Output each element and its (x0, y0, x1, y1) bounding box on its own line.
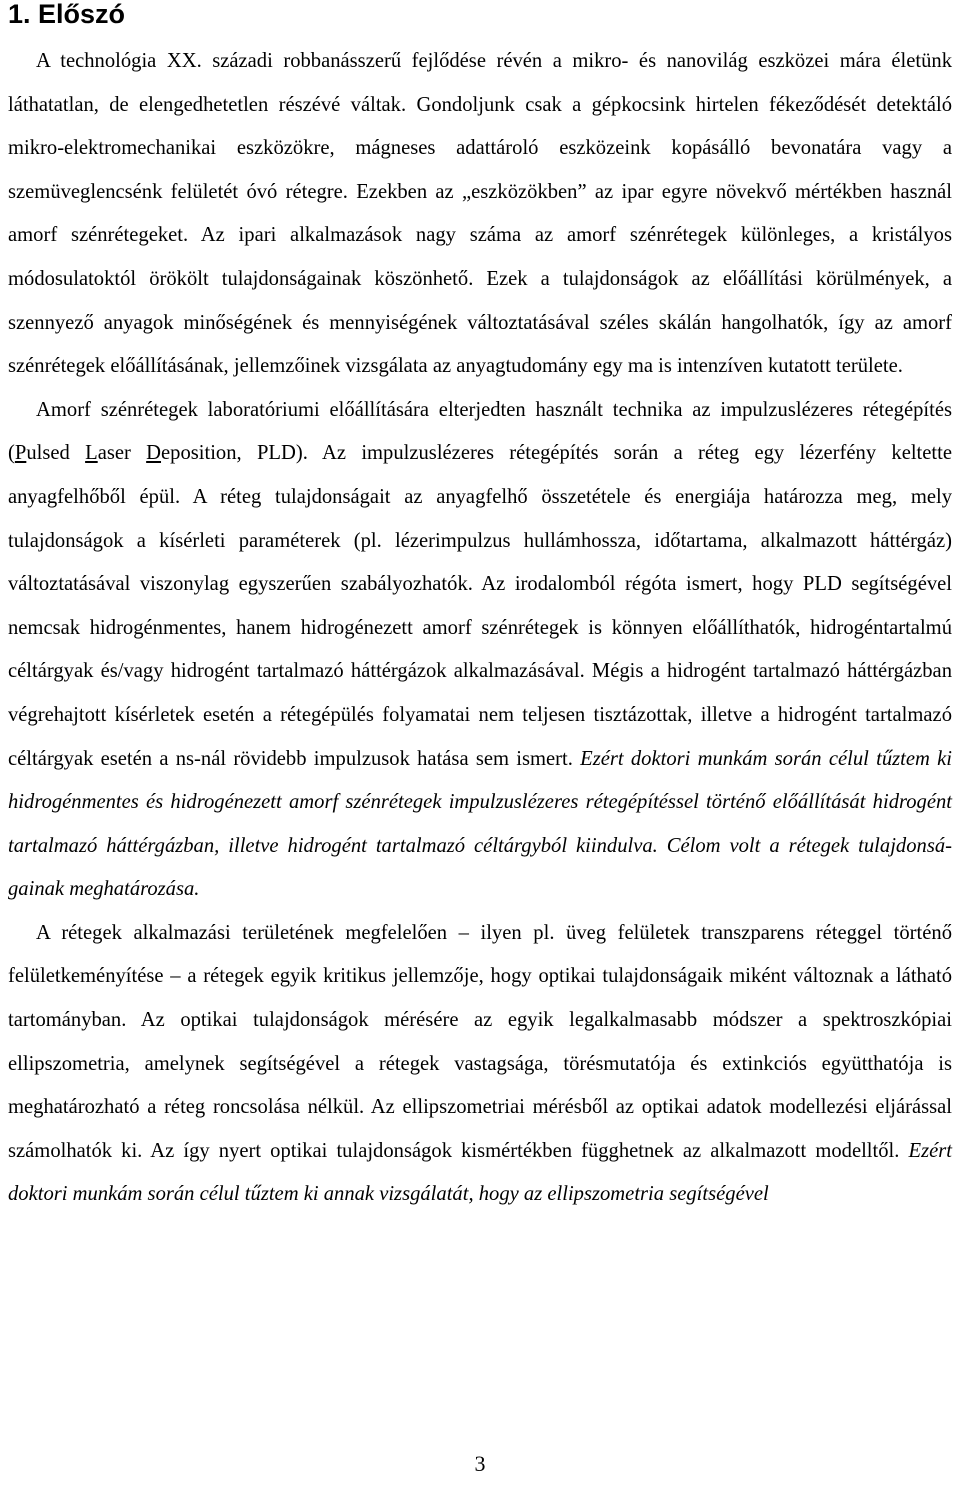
laser-rest: aser (97, 442, 147, 465)
deposition-initial: D (146, 442, 162, 465)
body-text (8, 40, 952, 1217)
paragraph-1-text: A technológia XX. századi robbanásszerű fejlődése révén a mikro- és nanovilág eszközei mára életünk láthatatlan, de elengedhetetlen részévé váltak. Gondoljunk csak a gépkocsink hirtelen fékeződését detektáló mikro-elektromechanikai eszközökre, mágneses adattároló eszközeink kopásálló bevonatára vagy a szemüveglencsénk felületét óvó rétegre. Ezekben az „eszközökben” az ipar egyre növekvő mértékben használ amorf szénrétegeket. Az ipari alkalmazások nagy száma az amorf szénrétegek különleges, a kristályos módosulatoktól örökölt tulajdonságainak köszönhető. Ezek a tulajdonságok az előállítási körülmények, a szennyező anyagok minőségének és mennyiségének változtatásával széles skálán hangolhatók, így az amorf szénrétegek előállításának, jellemzőinek vizsgálata az anyagtudomány egy ma is intenzíven kutatott területe. (8, 50, 952, 378)
paragraph-2-text: Amorf szénrétegek laboratóriumi előállítására elterjedten használt technika az impulzuslézeres rétegépítés ( (8, 398, 952, 465)
chapter-heading: 1. Előszó (8, 0, 126, 29)
pulsed-rest: ulsed (26, 442, 86, 465)
deposition-rest: eposition, PLD). Az impulzuslézeres rétegépítés során a réteg egy lézerfény keltette anyagfelhőből épül. A réteg tulajdonságait az anyagfelhő összetétele és energiája határozza meg, mely tulajdonságok a kísérleti paraméterek (pl. lézerimpulzus hullámhossza, időtartama, alkalmazott háttérgáz) változtatásával viszonylag egyszerűen szabályozhatók. Az irodalomból régóta ismert, hogy PLD segítségével nemcsak hidrogénmentes, hanem hidrogénezett amorf szénrétegek is könnyen előállíthatók, hidrogéntartalmú céltárgyak és/vagy hidrogént tartalmazó háttérgázok alkalmazásával. Mégis a hidrogént tartalmazó háttérgázban végrehajtott kísérletek esetén a rétegépülés folyamatai nem teljesen tisztázottak, illetve a hidrogént tartalmazó céltárgyak esetén a ns-nál rövidebb impulzusok hatása sem ismert. (8, 442, 953, 770)
paragraph-3-aim: Ezért doktori munkám során célul tűztem ki annak vizsgálatát, hogy az ellipszometria segítségével (8, 1139, 952, 1206)
page-number: 3 (474, 1451, 486, 1476)
laser-initial: L (85, 442, 98, 465)
paragraph-2 (8, 389, 952, 912)
paragraph-3-text: A rétegek alkalmazási területének megfelelően – ilyen pl. üveg felületek transzparens réteggel történő felületkeményítése – a rétegek egyik kritikus jellemzője, hogy optikai tulajdonságaik miként változnak a látható tartományban. Az optikai tulajdonságok mérésére az egyik legalkalmasabb módszer a spektroszkópiai ellipszometria, amelynek segítségével a rétegek vastagsága, törésmutatója és extinkciós együtthatója is meghatározható a réteg roncsolása nélkül. Az ellipszometriai mérésből az optikai adatok modellezési eljárással számolhatók ki. Az így nyert optikai tulajdonságok kismértékben függhetnek az alkalmazott modelltől. (8, 921, 952, 1162)
pulsed-initial: P (14, 442, 27, 465)
paragraph-1 (8, 40, 952, 389)
paragraph-2-aim: Ezért doktori munkám során célul tűztem ki hidrogénmentes és hidrogénezett amorf szénrétegek impulzuslézeres rétegépítéssel történő előállítását hidrogént tartalmazó háttérgázban, illetve hidrogént tartalmazó céltárgyból kiindulva. Célom volt a rétegek tulajdonságainak meghatározása. (8, 747, 952, 901)
paragraph-3 (8, 912, 952, 1217)
